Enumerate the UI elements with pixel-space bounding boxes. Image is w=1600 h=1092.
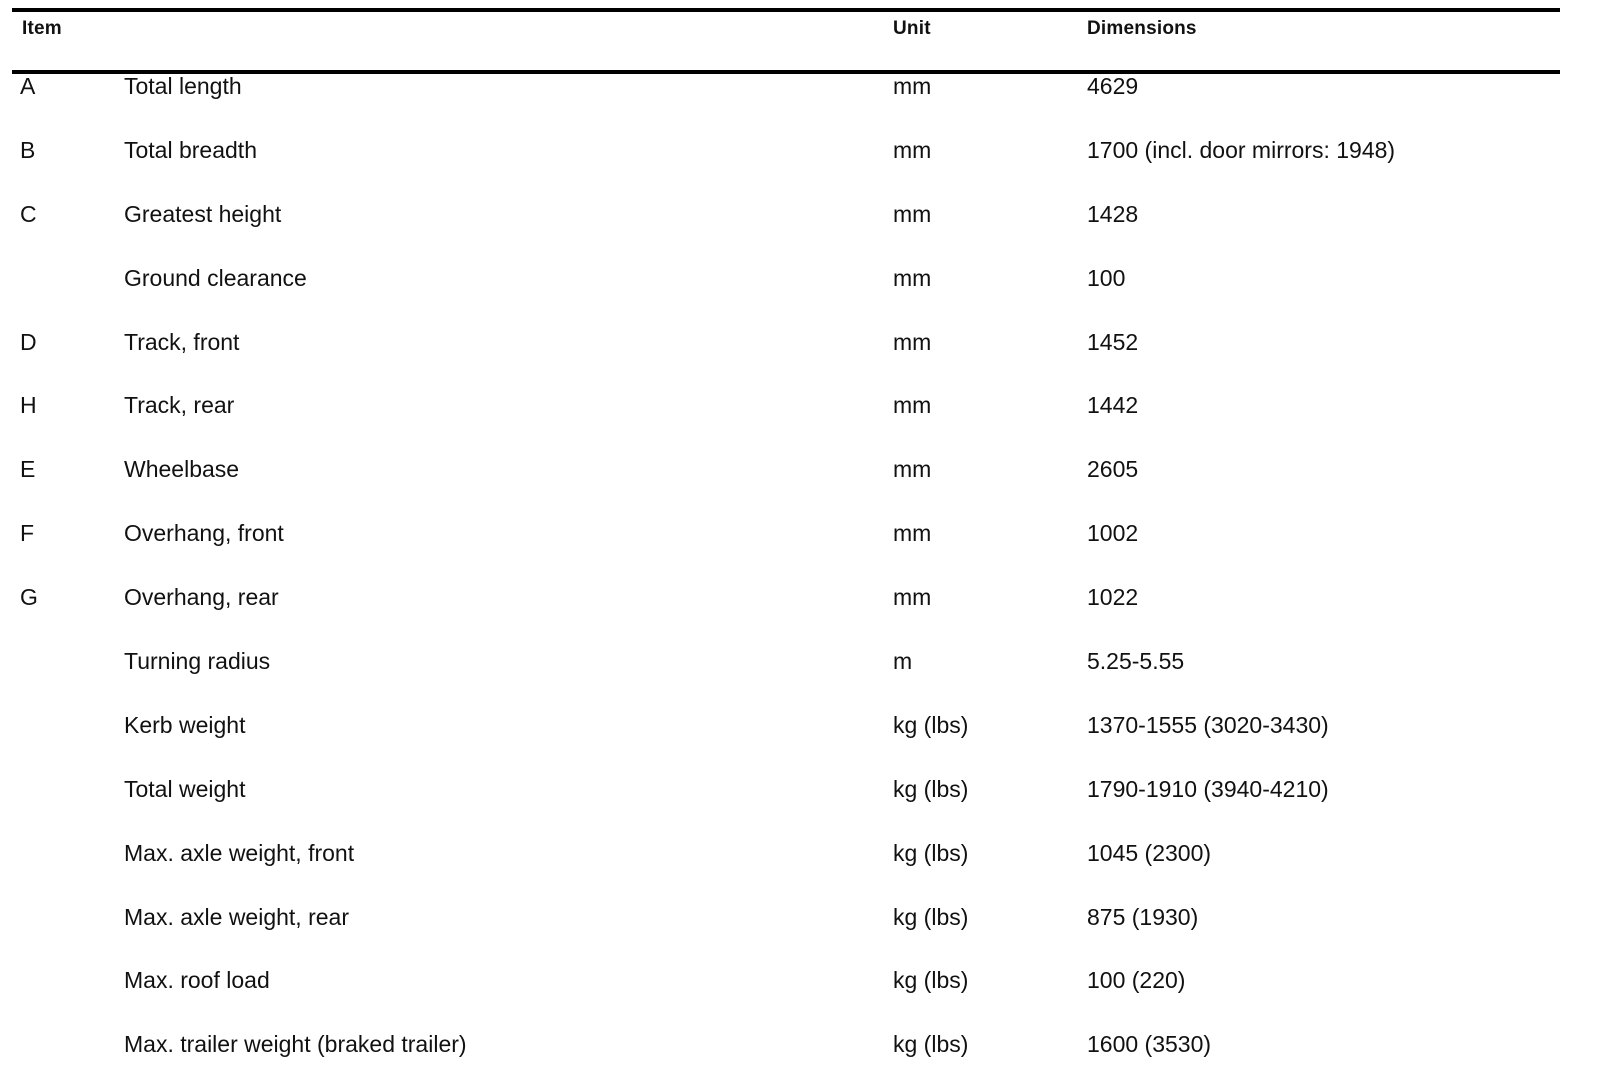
table-row [0,773,1600,837]
row-value: 1428 [1087,200,1139,227]
row-label: Track, rear [124,392,235,419]
row-value: 1370-1555 (3020-3430) [1087,711,1329,738]
row-label: Wheelbase [124,456,240,483]
row-value: 100 (220) [1087,967,1186,994]
row-label: Track, front [124,328,240,355]
table-row [0,198,1600,262]
row-label: Total breadth [124,136,257,163]
row-code: G [20,584,38,611]
row-unit: mm [893,520,932,547]
row-code: B [20,136,36,163]
row-unit: kg (lbs) [893,839,969,866]
table-row [0,901,1600,965]
row-label: Max. roof load [124,967,270,994]
row-unit: mm [893,264,932,291]
row-label: Total length [124,73,242,99]
row-unit: mm [893,73,932,99]
row-unit: mm [893,136,932,163]
row-value: 1442 [1087,392,1139,419]
table-row [0,837,1600,901]
table-row [0,134,1600,198]
row-label: Total weight [124,775,246,802]
row-unit: mm [893,328,932,355]
row-label: Greatest height [124,200,282,227]
row-label: Overhang, front [124,520,284,547]
row-value: 1002 [1087,520,1139,547]
row-value: 1790-1910 (3940-4210) [1087,775,1329,802]
table-row [0,453,1600,517]
row-unit: kg (lbs) [893,903,969,930]
row-value: 100 [1087,264,1126,291]
row-code: H [20,392,37,419]
row-code: C [20,200,37,227]
row-value: 1022 [1087,584,1139,611]
row-code: A [20,73,36,99]
row-unit: m [893,648,913,675]
row-label: Max. trailer weight (braked trailer) [124,1031,467,1058]
table-row [0,964,1600,1028]
table-row [0,517,1600,581]
table-row [0,262,1600,326]
row-unit: kg (lbs) [893,775,969,802]
header-unit: Unit [893,18,931,39]
table-row [0,709,1600,773]
header-dimensions: Dimensions [1087,18,1197,39]
table-row [0,326,1600,390]
row-label: Turning radius [124,648,271,675]
table-body [0,70,1600,1092]
row-label: Ground clearance [124,264,307,291]
row-value: 1045 (2300) [1087,839,1212,866]
row-value: 1452 [1087,328,1139,355]
table-row [0,1028,1600,1092]
row-unit: kg (lbs) [893,1031,969,1058]
table-row [0,581,1600,645]
row-unit: kg (lbs) [893,967,969,994]
row-value: 4629 [1087,73,1139,99]
row-unit: kg (lbs) [893,711,969,738]
table-row [0,645,1600,709]
header-item: Item [22,18,62,39]
row-code: E [20,456,36,483]
row-label: Max. axle weight, front [124,839,355,866]
row-value: 875 (1930) [1087,903,1199,930]
row-code: D [20,328,37,355]
row-label: Kerb weight [124,711,246,738]
row-unit: mm [893,456,932,483]
row-value: 2605 [1087,456,1139,483]
row-unit: mm [893,392,932,419]
table-row [0,389,1600,453]
row-code: F [20,520,35,547]
row-label: Max. axle weight, rear [124,903,349,930]
row-value: 1700 (incl. door mirrors: 1948) [1087,136,1396,163]
row-unit: mm [893,584,932,611]
row-label: Overhang, rear [124,584,279,611]
table-top-rule [12,8,1560,12]
row-value: 1600 (3530) [1087,1031,1212,1058]
row-unit: mm [893,200,932,227]
row-value: 5.25-5.55 [1087,648,1185,675]
table-row [0,70,1600,134]
